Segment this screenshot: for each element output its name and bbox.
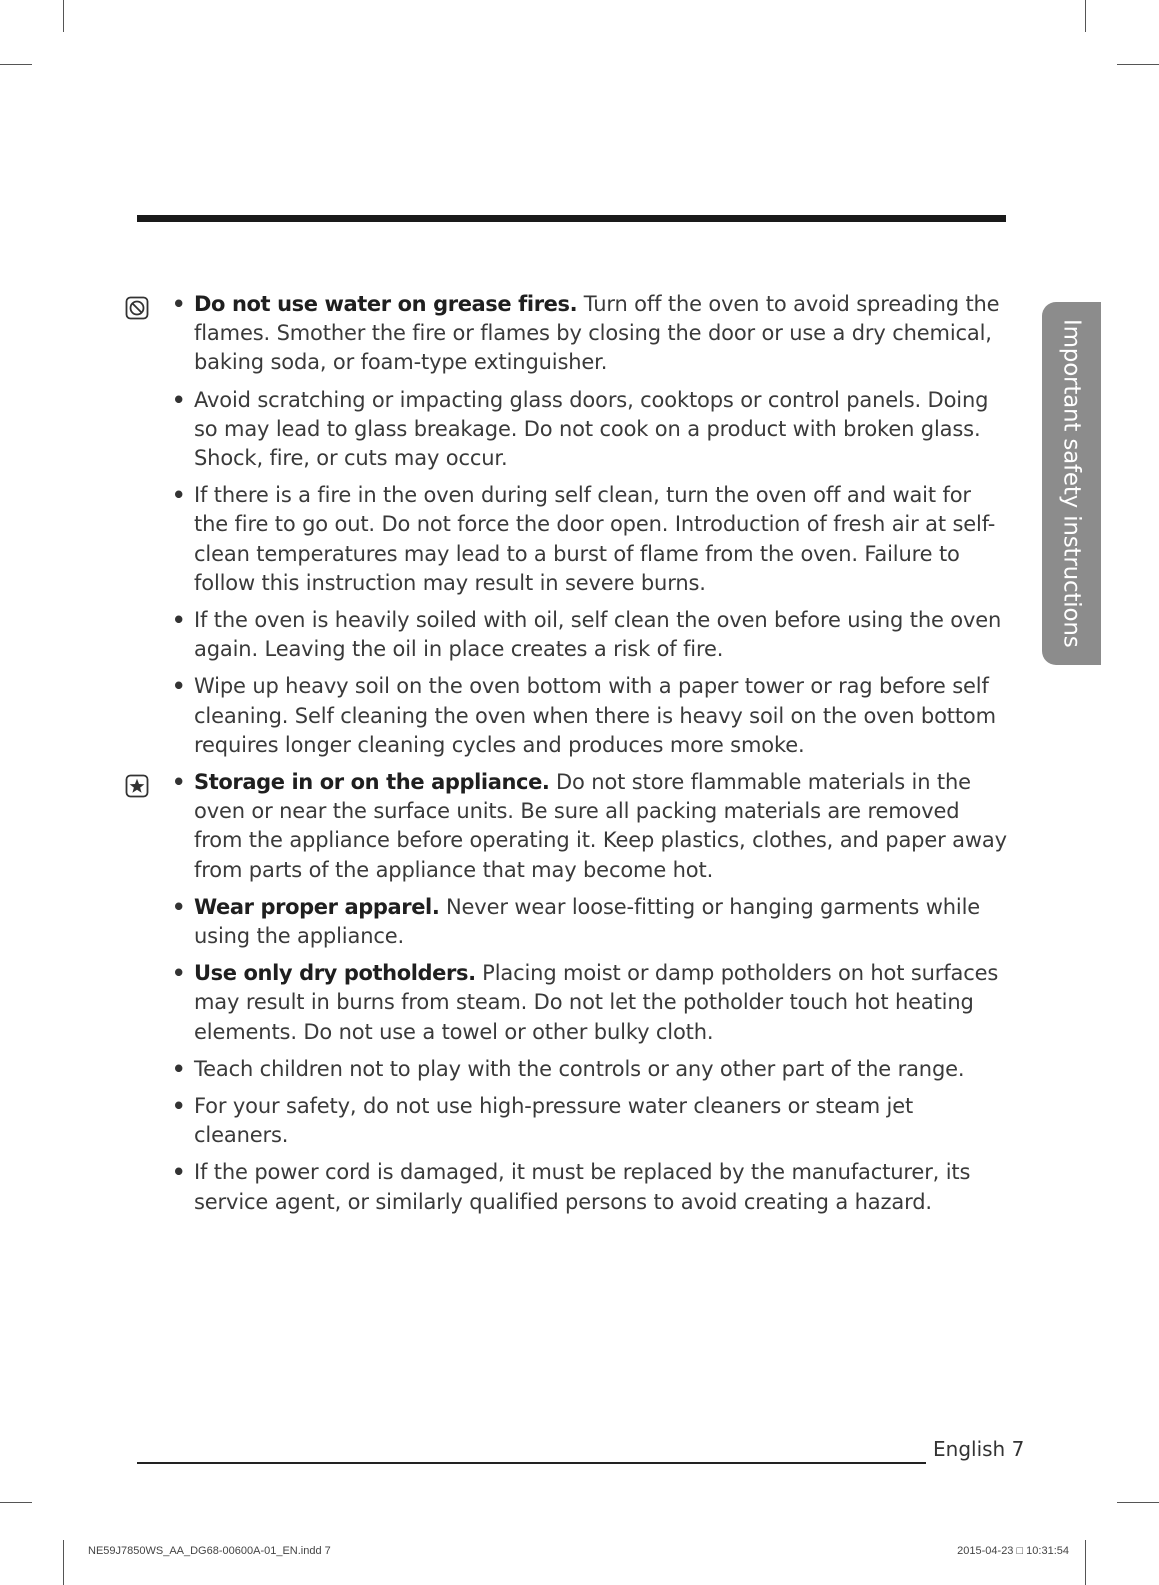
item-text: Turn off the oven to avoid spreading the flames. Smother the fire or flames by closing the door or use a dry chemical, baking soda, or foam-type extinguisher.: [194, 292, 1000, 375]
footer-rule: [137, 1462, 926, 1464]
item-text: Wipe up heavy soil on the oven bottom with a paper tower or rag before self cleaning. Self cleaning the oven when there is heavy soil on the oven bottom requires longer cleaning cycles and produces more smoke.: [194, 674, 996, 757]
list-item: [137, 606, 1007, 664]
prohibited-icon: [125, 296, 149, 320]
list-item: [137, 386, 1007, 474]
list-item: [137, 672, 1007, 760]
crop-mark: [63, 1540, 64, 1585]
list-item: [137, 481, 1007, 598]
list-item: [137, 959, 1007, 1047]
crop-mark: [0, 64, 32, 65]
important-star-icon: [125, 774, 149, 798]
item-text: Teach children not to play with the controls or any other part of the range.: [194, 1056, 965, 1081]
crop-mark: [63, 0, 64, 32]
list-item: [137, 768, 1007, 885]
item-heading: Storage in or on the appliance.: [194, 770, 550, 795]
list-item: [137, 1092, 1007, 1150]
item-text: If there is a fire in the oven during self clean, turn the oven off and wait for the fire to go out. Do not force the door open. Introduction of fresh air at self-clean temperatures may lead to a burst of flame from the oven. Failure to follow this instruction may result in severe burns.: [194, 483, 996, 595]
bullet: •: [172, 770, 186, 795]
safety-instructions-list: [137, 290, 1007, 1225]
bullet: •: [172, 961, 186, 986]
item-text: Never wear loose-fitting or hanging garments while using the appliance.: [194, 894, 981, 949]
section-side-tab: [1042, 302, 1101, 665]
list-item: [137, 290, 1007, 378]
item-heading: Use only dry potholders.: [194, 961, 476, 986]
crop-mark: [0, 1502, 32, 1503]
item-heading: Wear proper apparel.: [194, 894, 440, 919]
list-item: [137, 893, 1007, 951]
crop-mark: [1085, 0, 1086, 32]
crop-mark: [1117, 1502, 1159, 1503]
item-text: Placing moist or damp potholders on hot surfaces may result in burns from steam. Do not let the potholder touch hot heating elements. Do not use a towel or other bulky cloth.: [194, 961, 999, 1044]
bullet: •: [172, 1160, 186, 1185]
bullet: •: [172, 483, 186, 508]
bullet: •: [172, 894, 186, 919]
item-text: Avoid scratching or impacting glass doors, cooktops or control panels. Doing so may lead to glass breakage. Do not cook on a product with broken glass. Shock, fire, or cuts may occur.: [194, 387, 989, 471]
bullet: •: [172, 1056, 186, 1081]
crop-mark: [1085, 1540, 1086, 1585]
bullet: •: [172, 292, 186, 316]
side-tab-label: Important safety instructions: [1058, 319, 1085, 648]
file-slug: NE59J7850WS_AA_DG68-00600A-01_EN.indd 7: [88, 1545, 331, 1557]
bullet: •: [172, 1094, 186, 1119]
list-item: [137, 1158, 1007, 1216]
header-rule: [137, 215, 1006, 222]
list-item: [137, 1055, 1007, 1084]
item-text: For your safety, do not use high-pressure water cleaners or steam jet cleaners.: [194, 1094, 914, 1148]
crop-mark: [1117, 64, 1159, 65]
item-text: If the oven is heavily soiled with oil, self clean the oven before using the oven again. Leaving the oil in place creates a risk of fire.: [194, 608, 1002, 662]
item-text: If the power cord is damaged, it must be replaced by the manufacturer, its service agent, or similarly qualified persons to avoid creating a hazard.: [194, 1160, 971, 1214]
bullet: •: [172, 608, 186, 633]
bullet: •: [172, 674, 186, 699]
page-number-label: English 7: [933, 1437, 1025, 1461]
bullet: •: [172, 387, 186, 412]
item-heading: Do not use water on grease fires.: [194, 292, 578, 316]
date-slug: 2015-04-23 □ 10:31:54: [957, 1545, 1069, 1557]
item-text: Do not store flammable materials in the oven or near the surface units. Be sure all packing materials are removed from the appliance before operating it. Keep plastics, clothes, and paper away from parts of the appliance that may become hot.: [194, 770, 1007, 882]
